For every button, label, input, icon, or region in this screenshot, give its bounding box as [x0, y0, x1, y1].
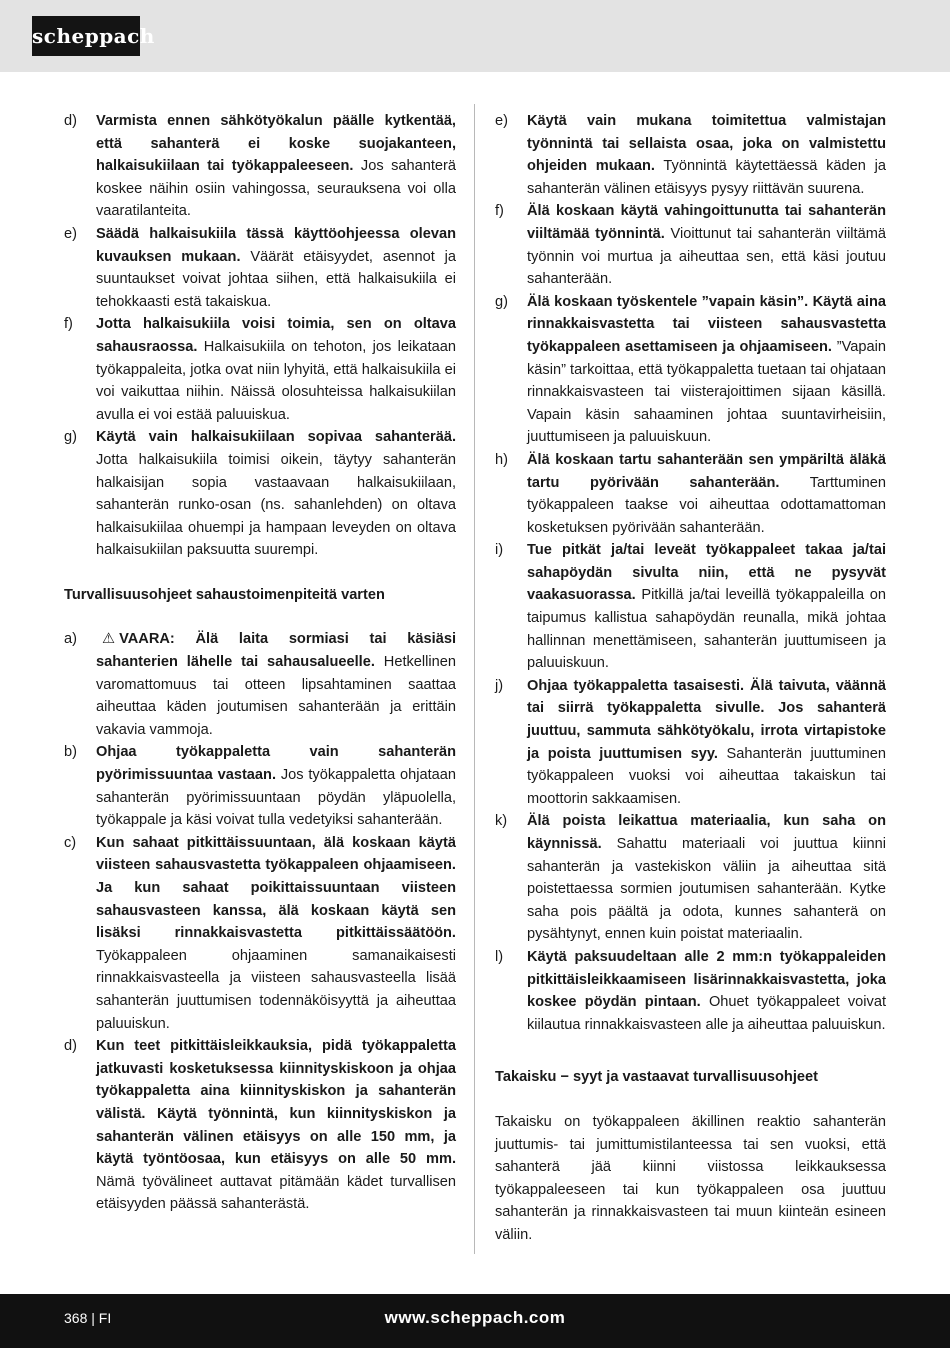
item-text — [96, 426, 456, 562]
item-label: h) — [495, 451, 508, 468]
item-label: f) — [495, 203, 504, 220]
list-item — [64, 741, 456, 831]
item-normal-text: Työkappaleen ohjaaminen samanaikaisesti rinnakkaisvasteella ja viisteen sahausvasteella lisää sahanterän juuttumisen todennäköisyyttä ja aiheuttaa paluuiskun. — [96, 947, 456, 1032]
page-header — [0, 0, 950, 72]
list-item — [495, 200, 886, 290]
item-bold-text: Tue pitkät ja/tai leveät työkappaleet takaa ja/tai sahapöydän sivulta niin, että ne pysyvät vaakasuorassa. — [527, 542, 886, 604]
item-label: j) — [495, 677, 504, 694]
item-bold-text: VAARA: Älä laita sormiasi tai käsiäsi sahanterien lähelle tai sahausalueelle. — [96, 631, 456, 671]
list-item — [495, 810, 886, 946]
kickback-paragraph: Takaisku on työkappaleen äkillinen reaktio sahanterän juuttumis- tai jumittumistilanteessa tai sen vuoksi, että sahanterä jää kiinni viistossa leikkauksessa työkappaleeseen tai kun työkappaleen osa juuttuu sahanterän ja rinnakkaisvasteen tai muun kiinteän esineen väliin. — [495, 1113, 886, 1243]
item-text — [527, 200, 886, 290]
item-text — [96, 223, 456, 313]
item-text — [527, 946, 886, 1036]
item-label: e) — [64, 225, 77, 242]
item-label: g) — [495, 293, 508, 310]
item-bold-text: Ohjaa työkappaletta tasaisesti. Älä taivuta, väännä tai siirrä työkappaletta sivulle. Jos sahanterä juuttuu, sammuta sähkötyökalu, irrota virtapistoke ja poista juuttumisen syy. — [527, 677, 886, 762]
list-item — [495, 675, 886, 811]
item-bold-text: Käytä paksuudeltaan alle 2 mm:n työkappaleiden pitkittäisleikkaamiseen lisärinnakkaisvastetta, joka koskee pöydän pintaan. — [527, 948, 886, 1011]
item-text — [527, 539, 886, 675]
item-normal-text: Nämä työvälineet auttavat pitämään kädet turvallisen etäisyyden päässä sahanterästä. — [96, 1173, 456, 1213]
item-bold-text: Älä koskaan käytä vahingoittunutta tai sahanterän viiltämää työnnintä. — [527, 203, 886, 242]
item-normal-text: ”Vapain käsin” tarkoittaa, että työkappaletta tuetaan tai ohjataan rinnakkaisvasteen tai viisterajoittimen sijaan käsillä. Vapain käsin sahaaminen johtaa suuntavirheisiin, juuttumiseen ja paluuiskuun. — [527, 338, 886, 446]
left-column — [64, 110, 456, 1216]
item-bold-text: Käytä vain mukana toimitettua valmistajan työnnintä tai sellaista osaa, joka on valmistettu ohjeiden mukaan. — [527, 113, 886, 175]
item-label: f) — [64, 316, 73, 333]
list-item — [495, 449, 886, 539]
list-item — [64, 628, 456, 741]
item-label: g) — [64, 429, 77, 446]
item-bold-text: Käytä vain halkaisukiilaan sopivaa sahanterää. — [96, 429, 456, 446]
item-bold-text: Älä poista leikattua materiaalia, kun saha on käynnissä. — [527, 813, 886, 852]
list-item — [64, 1035, 456, 1216]
item-bold-text: Älä koskaan tartu sahanterään sen ympäriltä äläkä tartu pyörivään sahanterään. — [527, 451, 886, 491]
item-label: l) — [495, 948, 504, 965]
item-label: e) — [495, 113, 508, 129]
item-text — [527, 810, 886, 946]
list-item — [64, 426, 456, 562]
item-normal-text: Väärät etäisyydet, asennot ja suuntaukset voivat johtaa siihen, että halkaisukiila ei tehokkaasti estä takaiskua. — [96, 248, 456, 310]
item-text — [96, 313, 456, 426]
right-item-list — [495, 110, 886, 1036]
item-label: b) — [64, 744, 77, 761]
item-label: c) — [64, 834, 77, 851]
section-heading-sawing: Turvallisuusohjeet sahaustoimenpiteitä varten — [64, 586, 385, 603]
item-text — [527, 110, 886, 200]
item-normal-text: Sahattu materiaali voi juuttua kiinni sahanterän ja vastekiskon väliin ja aiheuttaa sitä poistettaessa sormien joutumisen sahanterään. Kytke saha pois päältä ja odota, kunnes sahanterä on pysähtynyt, ennen kuin poistat materiaalin. — [527, 836, 886, 943]
item-text — [96, 832, 456, 1035]
list-item — [495, 946, 886, 1036]
list-item — [495, 291, 886, 449]
item-text — [527, 291, 886, 449]
item-bold-text: Älä koskaan työskentele ”vapain käsin”. Käytä aina rinnakkaisvastetta tai viisteen sahausvastetta työkappaleen asettamiseen ja ohjaamiseen. — [527, 293, 886, 355]
item-text — [96, 1035, 456, 1216]
item-bold-text: Ohjaa työkappaletta vain sahanterän pyörimissuuntaa vastaan. — [96, 744, 456, 784]
section-heading-kickback: Takaisku − syyt ja vastaavat turvallisuusohjeet — [495, 1069, 818, 1086]
list-item — [495, 539, 886, 675]
item-bold-text: Varmista ennen sähkötyökalun päälle kytkentää, että sahanterä ei koske suojakanteen, halkaisukiilaan tai työkappaleeseen. — [96, 113, 456, 175]
item-normal-text: Ohuet työkappaleet voivat kiilautua rinnakkaisvasteen alle ja aiheuttaa paluuiskun. — [527, 994, 886, 1033]
item-text — [96, 628, 456, 741]
item-normal-text: Jotta halkaisukiila toimisi oikein, täytyy sahanterän halkaisijan sopia vastaavaan halkaisukiilaan, sahanterän runko-osan (ns. sahanlehden) on oltava halkaisukiilaa ohuempi ja hampaan leveyden on oltava halkaisukiilan paksuutta suurempi. — [96, 451, 456, 559]
item-label: d) — [64, 113, 77, 129]
list-item — [64, 832, 456, 1035]
item-normal-text: Halkaisukiila on tehoton, jos leikataan työkappaleita, jotka ovat niin lyhyitä, että halkaisukiila ei voi vaikuttaa niihin. Näissä olosuhteissa halkaisukiilan avulla ei voi estää paluuiskua. — [96, 338, 456, 423]
page-number: 368 | FI — [64, 1310, 112, 1326]
list-item — [64, 223, 456, 313]
item-normal-text: Jos työkappaletta ohjataan sahanterän pyörimissuuntaan pöydän yläpuolella, työkappale ja käsi voivat tulla vedetyiksi sahanterään. — [96, 767, 456, 829]
item-normal-text: Tarttuminen työkappaleen taakse voi aiheuttaa odottamattoman kosketuksen pyörivään sahanterään. — [527, 474, 886, 536]
item-bold-text: Kun teet pitkittäisleikkauksia, pidä työkappaletta jatkuvasti kosketuksessa kiinnityskiskoon ja ohjaa työkappaletta aina kiinnityskiskon ja sahanterän välistä. Käytä työnnintä, kun kiinnityskiskon ja sahanterän välinen etäisyys on alle 150 mm, ja käytä työntöosaa, kun etäisyys on alle 50 mm. — [96, 1038, 456, 1168]
left-item-list-bottom — [64, 628, 456, 1215]
item-normal-text: Hetkellinen varomattomuus tai otteen lipsahtaminen saattaa aiheuttaa käden joutumisen sahanterään ja erittäin vakavia vammoja. — [96, 654, 456, 738]
item-normal-text: Vioittunut tai sahanterän viiltämä työnnin voi murtua ja aiheuttaa sen, että käsi joutuu sahanterään. — [527, 225, 886, 288]
left-item-list — [64, 110, 456, 562]
item-label: d) — [64, 1038, 77, 1055]
item-normal-text: Pitkillä ja/tai leveillä työkappaleilla on taipumus kallistua sahapöydän reunalla, mikä johtaa hallinnan menettämiseen, sahanterän juuttumiseen ja paluuiskuun. — [527, 587, 886, 672]
item-text — [96, 110, 456, 223]
list-item — [64, 313, 456, 426]
item-text — [527, 675, 886, 811]
item-bold-text: Jotta halkaisukiila voisi toimia, sen on oltava sahausraossa. — [96, 316, 456, 355]
warning-icon: ⚠ — [102, 631, 116, 648]
right-column — [495, 110, 886, 1247]
item-text — [96, 741, 456, 831]
list-item — [495, 110, 886, 200]
item-normal-text: Työnnintä käytettäessä käden ja sahanterän välinen etäisyys pysyy riittävän suurena. — [527, 158, 886, 197]
item-label: a) — [64, 631, 77, 648]
column-divider — [474, 104, 475, 1254]
website-link[interactable]: www.scheppach.com — [384, 1308, 566, 1327]
item-normal-text: Sahanterän juuttuminen työkappaleen vuoksi voi aiheuttaa takaiskun tai moottorin sakkaamisen. — [527, 745, 886, 807]
item-bold-text: Säädä halkaisukiila tässä käyttöohjeessa olevan kuvauksen mukaan. — [96, 225, 456, 265]
item-bold-text: Kun sahaat pitkittäissuuntaan, älä koskaan käytä viisteen sahausvastetta työkappaleen ohjaamiseen. Ja kun sahaat poikittaissuuntaan viisteen sahausvasteen kanssa, älä koskaan käytä sen lisäksi rinnakkaisvastetta pitkittäissäätöön. — [96, 834, 456, 942]
page-footer — [0, 1294, 950, 1348]
list-item — [64, 110, 456, 223]
item-normal-text: Jos sahanterä koskee näihin osiin vahingossa, seurauksena voi olla vaaratilanteita. — [96, 158, 456, 220]
brand-logo: scheppach — [32, 16, 140, 56]
item-label: i) — [495, 542, 504, 559]
item-label: k) — [495, 813, 508, 830]
item-text — [527, 449, 886, 539]
